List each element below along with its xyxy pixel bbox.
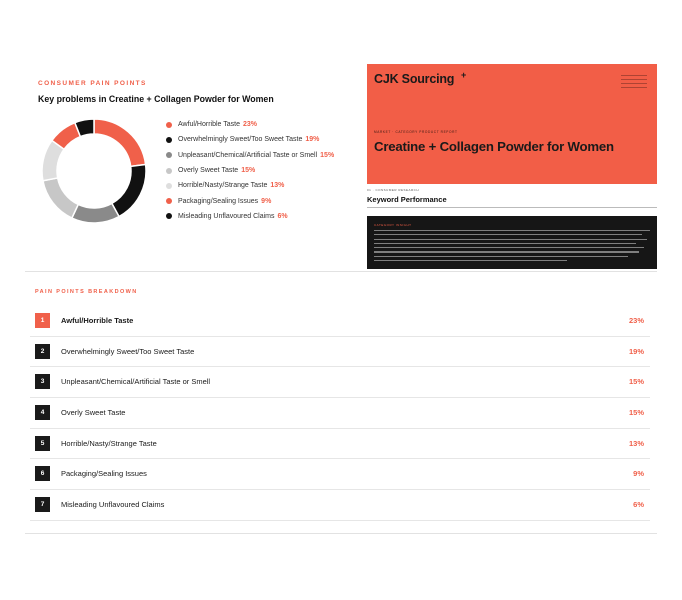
legend-label: Packaging/Sealing Issues xyxy=(178,197,259,205)
pain-point-label: Packaging/Sealing Issues xyxy=(61,469,147,479)
report-title: Creatine + Collagen Powder for Women xyxy=(374,139,614,154)
pain-point-percentage: 6% xyxy=(633,500,644,510)
legend-percentage: 6% xyxy=(277,212,288,220)
legend-item xyxy=(166,193,334,208)
rank-badge: 2 xyxy=(35,344,50,359)
rank-badge: 3 xyxy=(35,374,50,389)
text-line-placeholder xyxy=(374,239,647,240)
legend-label: Overly Sweet Taste xyxy=(178,167,239,175)
section-divider-bottom xyxy=(25,533,657,534)
pain-point-label: Horrible/Nasty/Strange Taste xyxy=(61,438,157,448)
pain-point-percentage: 23% xyxy=(628,316,644,325)
legend-item xyxy=(166,132,334,147)
text-line-placeholder xyxy=(374,247,644,248)
breakdown-row xyxy=(30,337,650,368)
consumer-pain-points-kicker: CONSUMER PAIN POINTS xyxy=(38,80,147,87)
legend-swatch xyxy=(166,137,172,143)
rank-badge: 6 xyxy=(35,466,50,481)
pain-point-percentage: 19% xyxy=(628,346,644,356)
insight-text-lines xyxy=(374,230,650,264)
pain-point-percentage: 15% xyxy=(628,377,644,387)
pain-point-label: Misleading Unflavoured Claims xyxy=(61,500,165,510)
report-cover xyxy=(367,64,657,184)
legend-percentage: 19% xyxy=(305,136,320,144)
legend-swatch xyxy=(166,198,172,204)
donut-slice xyxy=(43,178,78,218)
rank-badge: 7 xyxy=(35,497,50,512)
rank-badge: 5 xyxy=(35,436,50,451)
pain-point-label: Awful/Horrible Taste xyxy=(61,316,134,325)
keyword-performance-title: Keyword Performance xyxy=(367,195,447,204)
pain-point-percentage: 15% xyxy=(628,408,644,418)
legend-percentage: 15% xyxy=(320,151,335,159)
legend-percentage: 23% xyxy=(243,121,258,129)
chart-title: Key problems in Creatine + Collagen Powder for Women xyxy=(38,94,274,104)
rank-badge: 4 xyxy=(35,405,50,420)
legend-percentage: 13% xyxy=(270,182,285,190)
legend-swatch xyxy=(166,152,172,158)
insight-panel xyxy=(367,216,657,269)
legend-item xyxy=(166,163,334,178)
legend-swatch xyxy=(166,183,172,189)
legend-item xyxy=(166,209,334,224)
legend-item xyxy=(166,148,334,163)
chart-legend xyxy=(166,117,334,224)
rank-badge: 1 xyxy=(35,313,50,328)
pain-point-label: Overwhelmingly Sweet/Too Sweet Taste xyxy=(61,346,195,356)
pain-points-breakdown-kicker: PAIN POINTS BREAKDOWN xyxy=(35,289,138,295)
text-line-placeholder xyxy=(374,251,639,252)
report-preview xyxy=(367,64,657,269)
donut-slice xyxy=(112,164,146,216)
keyword-kicker: 01 · CONSUMER RESEARCH xyxy=(367,188,420,192)
breakdown-row xyxy=(30,429,650,460)
legend-label: Horrible/Nasty/Strange Taste xyxy=(178,182,268,190)
donut-chart xyxy=(40,117,148,225)
breakdown-row xyxy=(30,306,650,337)
legend-swatch xyxy=(166,122,172,128)
insight-kicker: CATEGORY INSIGHT xyxy=(374,223,412,227)
brand-plus-icon: + xyxy=(461,70,467,80)
donut-slice xyxy=(72,203,119,223)
legend-label: Unpleasant/Chemical/Artificial Taste or Smell xyxy=(178,151,318,159)
breakdown-row xyxy=(30,367,650,398)
legend-item xyxy=(166,117,334,132)
pain-point-label: Overly Sweet Taste xyxy=(61,408,126,418)
legend-swatch xyxy=(166,213,172,219)
breakdown-row xyxy=(30,490,650,521)
section-divider-top xyxy=(25,271,657,272)
pain-point-percentage: 13% xyxy=(628,438,644,448)
breakdown-row xyxy=(30,398,650,429)
breakdown-list xyxy=(30,306,650,521)
cover-menu-lines xyxy=(621,75,647,91)
legend-label: Awful/Horrible Taste xyxy=(178,121,240,129)
text-line-placeholder xyxy=(374,230,650,231)
legend-percentage: 9% xyxy=(261,197,272,205)
brand-logo: CJK Sourcing xyxy=(374,72,455,86)
pain-point-label: Unpleasant/Chemical/Artificial Taste or Smell xyxy=(61,377,211,387)
text-line-placeholder xyxy=(374,260,567,261)
legend-swatch xyxy=(166,168,172,174)
text-line-placeholder xyxy=(374,256,628,257)
pain-point-percentage: 9% xyxy=(633,469,644,479)
section-divider xyxy=(367,207,657,208)
legend-item xyxy=(166,178,334,193)
cover-kicker: MARKET · CATEGORY PRODUCT REPORT xyxy=(374,130,458,134)
legend-percentage: 15% xyxy=(241,167,256,175)
text-line-placeholder xyxy=(374,243,636,244)
text-line-placeholder xyxy=(374,234,642,235)
legend-label: Overwhelmingly Sweet/Too Sweet Taste xyxy=(178,136,303,144)
legend-label: Misleading Unflavoured Claims xyxy=(178,212,275,220)
breakdown-row xyxy=(30,459,650,490)
donut-slice xyxy=(94,119,146,166)
